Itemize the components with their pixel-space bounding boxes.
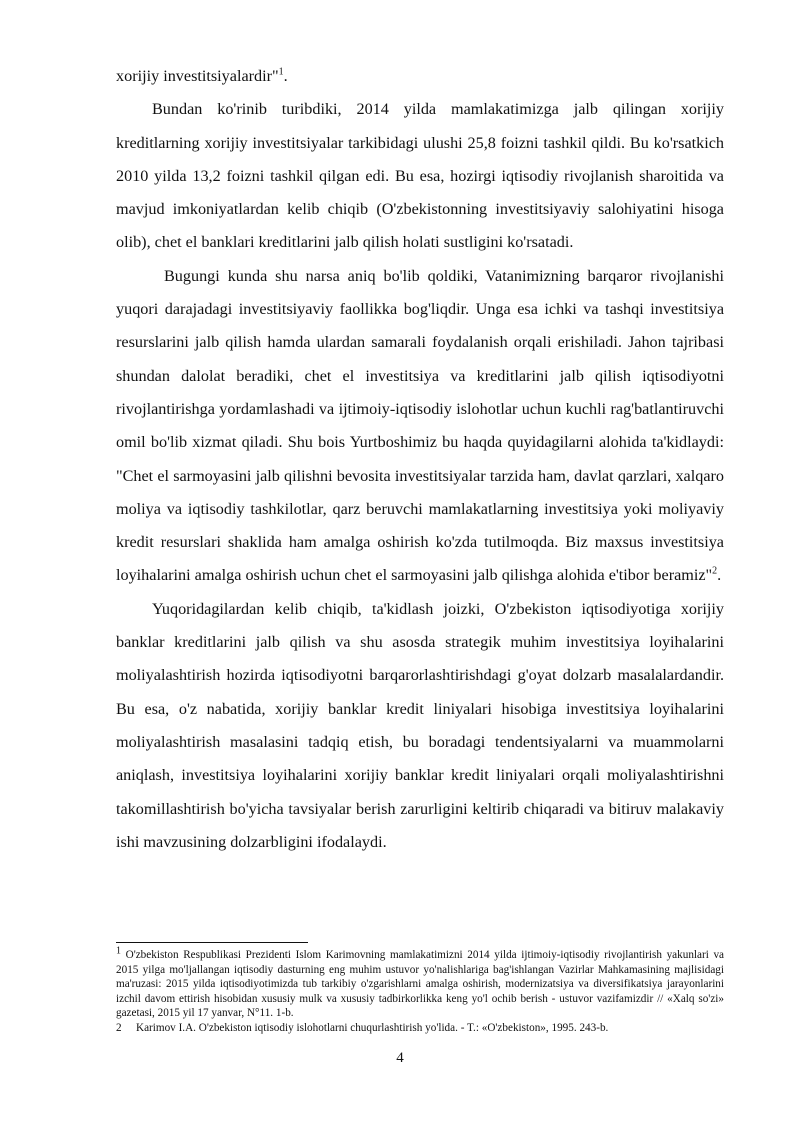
paragraph-4: Yuqoridagilardan kelib chiqib, ta'kidlash joizki, O'zbekiston iqtisodiyotiga xorijiy banklar kreditlarini jalb qilish va shu asosda strategik muhim investitsiya loyihalarini moliyalashtirish hozirda iqtisodiyotni barqarorlashtirishdagi g'oyat dolzarb masalalardandir. Bu esa, o'z nabatida, xorijiy banklar kredit liniyalari hisobiga investitsiya loyihalarini moliyalashtirish masalasini tadqiq etish, bu boradagi tendentsiyalarni va muammolarni aniqlash, investitsiya loyihalarini xorijiy banklar kredit liniyalari orqali moliyalashtirishni takomillashtirish bo'yicha tavsiyalar berish zarurligini keltirib chiqaradi va bitiruv malakaviy ishi mavzusining dolzarbligini ifodalaydi. (116, 599, 724, 851)
paragraph-3-tail: . (717, 566, 722, 585)
footnotes (116, 945, 725, 1036)
paragraph-2: Bundan ko'rinib turibdiki, 2014 yilda mamlakatimizga jalb qilingan xorijiy kreditlarning xorijiy investitsiyalar tarkibidagi ulushi 25,8 foizni tashkil qildi. Bu ko'rsatkich 2010 yilda 13,2 foizni tashkil qilgan edi. Bu esa, hozirgi iqtisodiy rivojlanish sharoitida va mavjud imkoniyatlardan kelib chiqib (O'zbekistonning investitsiyaviy salohiyatini hisoga olib), chet el banklari kreditlarini jalb qilish holati sustligini ko'rsatadi. (116, 100, 724, 252)
paragraph-1-text: xorijiy investitsiyalardir" (116, 67, 279, 85)
footnote-2-text: Karimov I.A. O'zbekiston iqtisodiy islohotlarni chuqurlashtirish yo'lida. - T.: «O'zbekiston», 1995. 243-b. (136, 1021, 609, 1034)
footnote-ref-1[interactable]: 1 (278, 66, 284, 78)
page-number: 4 (396, 1050, 404, 1066)
paragraph-3-text: Bugungi kunda shu narsa aniq bo'lib qoldiki, Vatanimizning barqaror rivojlanishi yuqori darajadagi investitsiyaviy faollikka bog'liqdir. Unga esa ichki va tashqi investitsiya resurslarini jalb qilish hamda ulardan samarali foydalanish orqali erishiladi. Jahon tajribasi shundan dalolat beradiki, chet el investitsiya va kreditlarini jalb qilish iqtisodiyotni rivojlantirishga yordamlashadi va ijtimoiy-iqtisodiy islohotlar uchun kuchli rag'batlantiruvchi omil bo'lib xizmat qiladi. Shu bois Yurtboshimiz bu haqda quyidagilarni alohida ta'kidlaydi: "Chet el sarmoyasini jalb qilishni bevosita investitsiyalar tarzida ham, davlat qarzlari, xalqaro moliya va iqtisodiy tashkilotlar, qarz beruvchi mamlakatlarning investitsiya yoki moliyaviy kredit resurslari shaklida ham amalga oshirish ko'zda tutilmoqda. Biz maxsus investitsiya loyihalarini amalga oshirish uchun chet el sarmoyasini jalb qilishga alohida e'tibor beramiz" (116, 266, 724, 585)
footnote-1-number: 1 (116, 945, 121, 957)
footnote-1 (116, 945, 725, 1021)
paragraph-1-tail: . (283, 67, 288, 85)
footnote-1-text: O'zbekiston Respublikasi Prezidenti Islom Karimovning mamlakatimizni 2014 yilda ijtimoiy-iqtisodiy rivojlantirish yakunlari va 2015 yilga mo'ljallangan iqtisodiy dasturning eng muhim ustuvor yo'nalishlariga bag'ishlangan Vazirlar Mahkamasining majlisidagi ma'ruzasi: 2015 yilda iqtisodiyotimizda tub tarkibiy o'zgarishlarni amalga oshirish, modernizatsiya va diversifikatsiya jarayonlarini izchil davom ettirish hisobidan xususiy mulk va xususiy tadbirkorlikka keng yo'l ochib berish - ustuvor vazifamizdir // «Xalq so'zi» gazetasi, 2015 yil 17 yanvar, N°11. 1-b. (116, 949, 725, 1020)
footnote-ref-2[interactable]: 2 (712, 566, 718, 578)
footnote-2 (116, 1021, 724, 1036)
body-text (116, 60, 724, 859)
paragraph-1 (116, 60, 724, 93)
footnote-2-number: 2 (116, 1021, 122, 1034)
footnote-separator (116, 942, 308, 943)
paragraph-3 (116, 260, 724, 593)
